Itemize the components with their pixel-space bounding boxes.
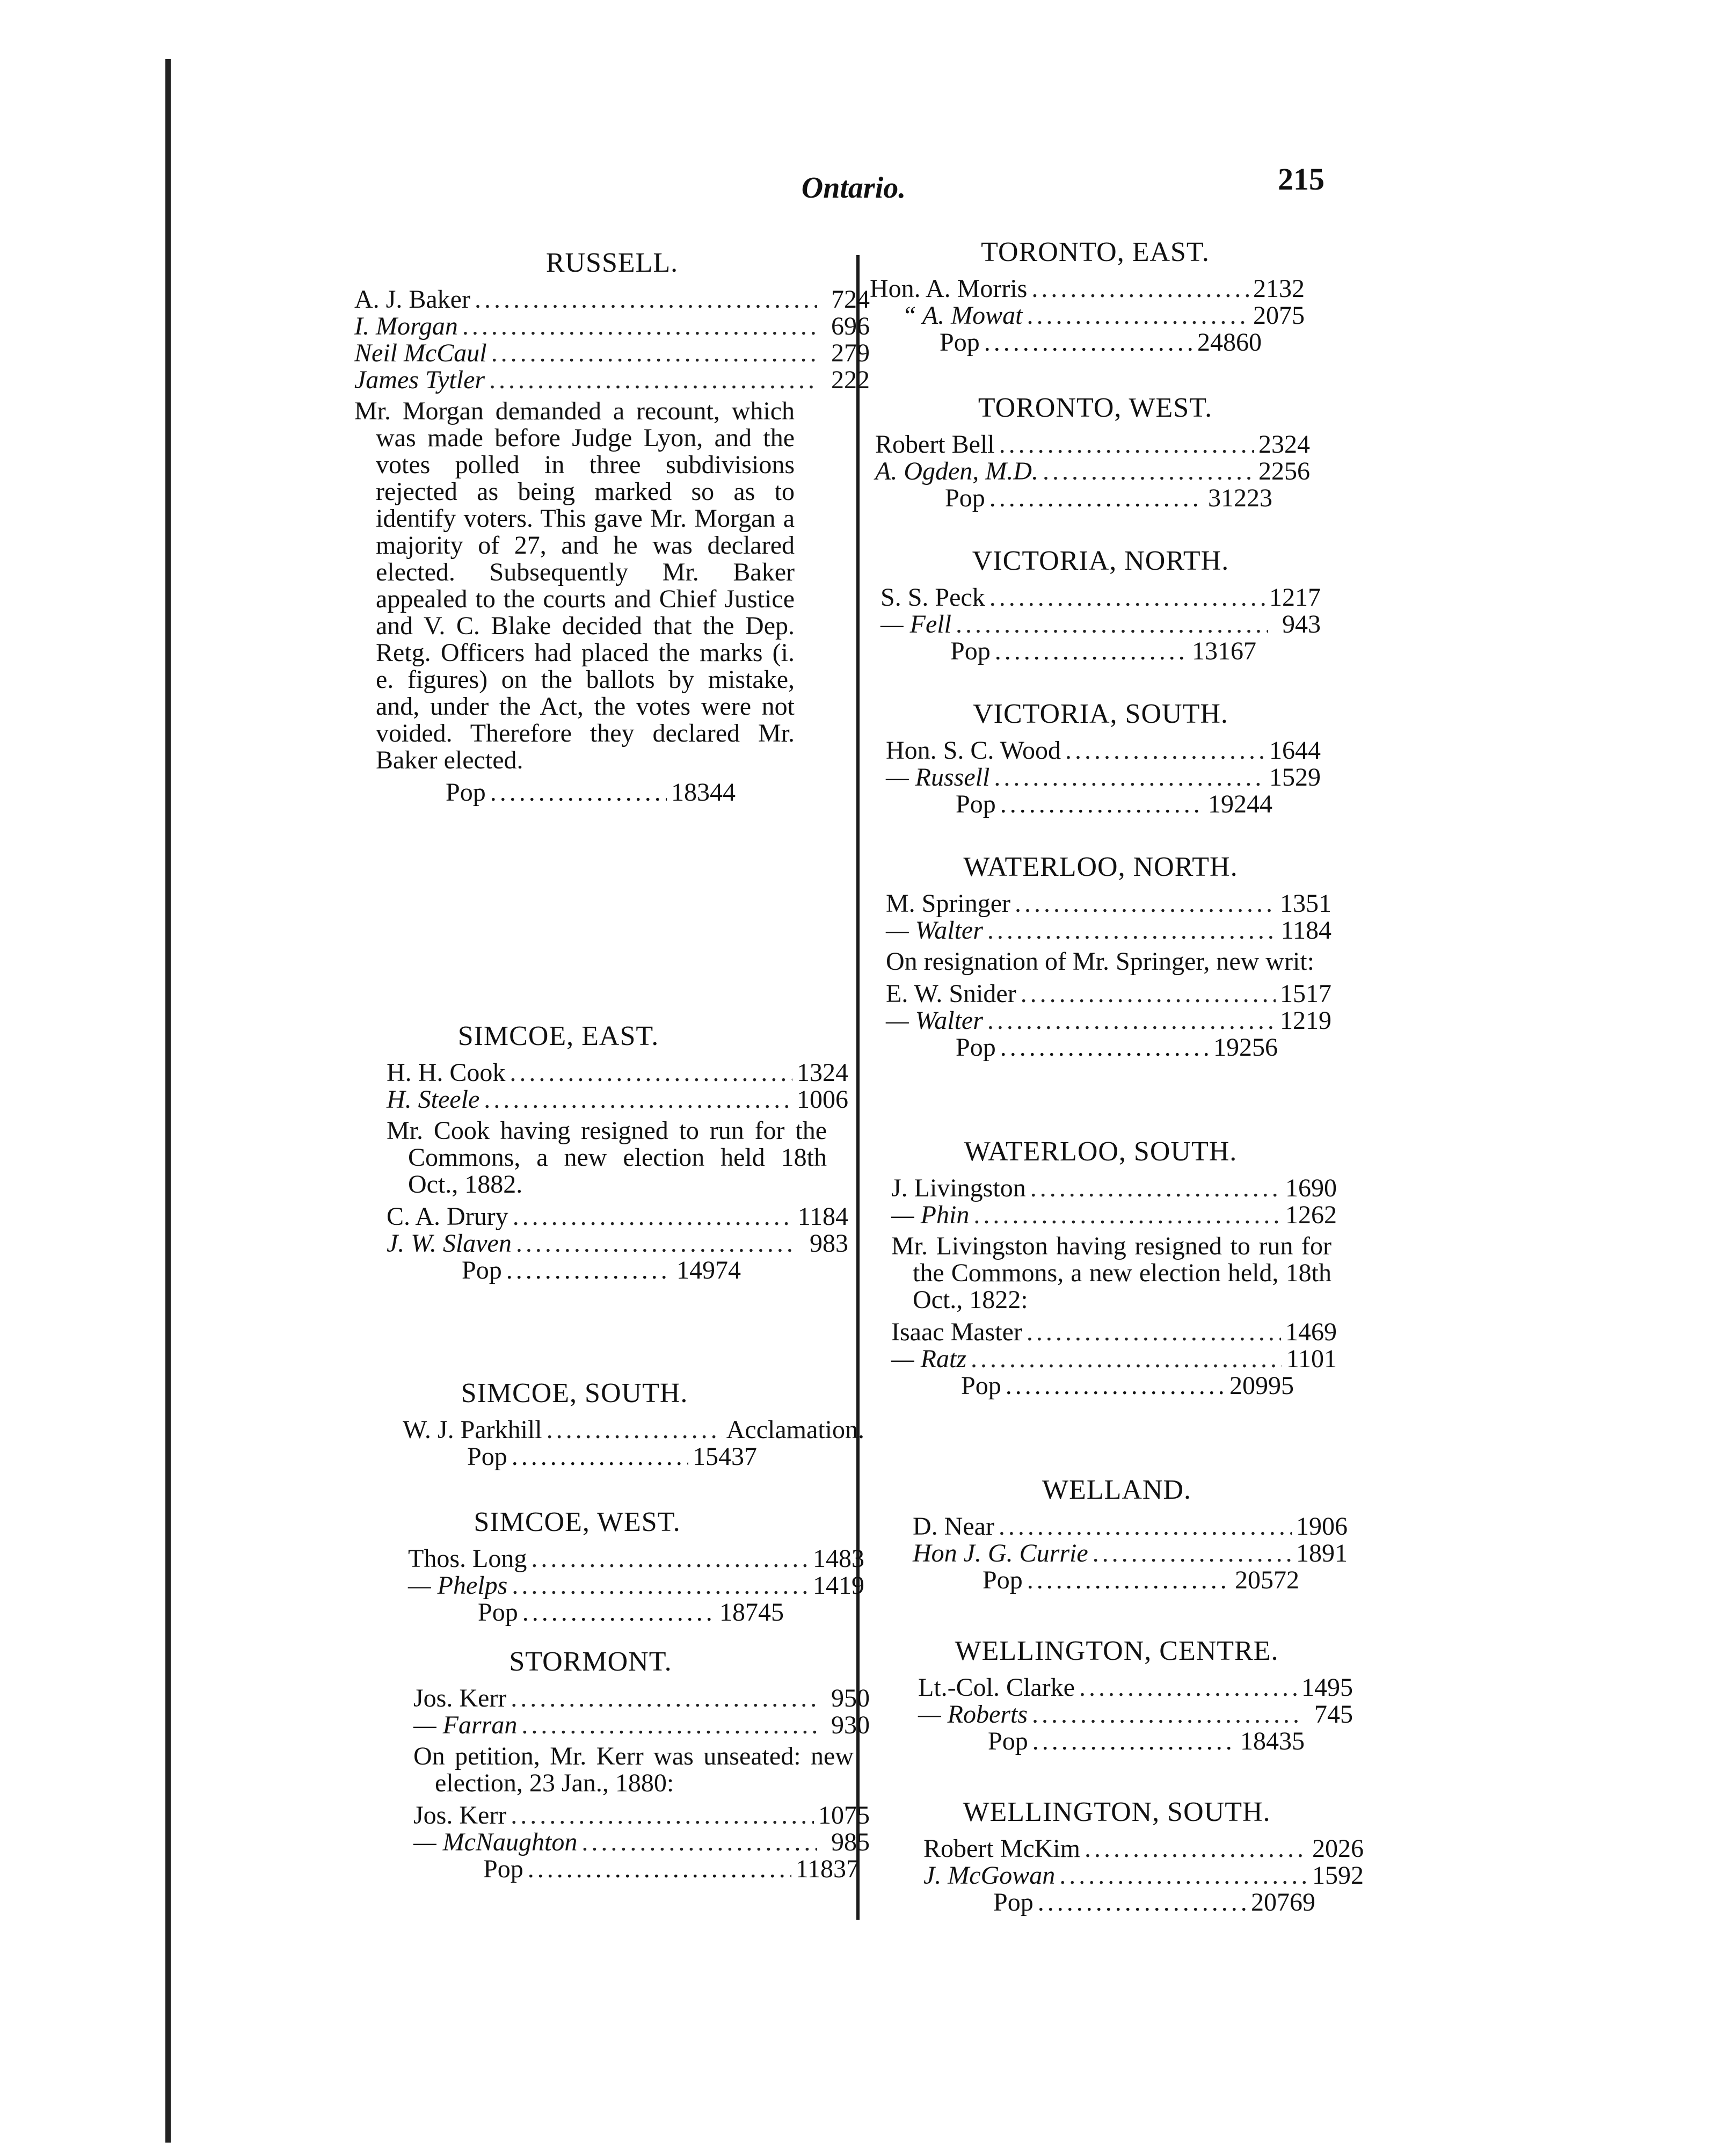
candidate-name: W. J. Parkhill (403, 1415, 542, 1444)
candidate-row (886, 1007, 1331, 1034)
candidate-row (387, 1230, 848, 1257)
candidate-name: — Phelps (408, 1571, 508, 1600)
leader-dots (506, 1257, 672, 1284)
leader-dots (512, 1443, 688, 1470)
leader-dots (995, 638, 1188, 665)
population-label: Pop (983, 1566, 1023, 1594)
candidate-row (354, 340, 870, 367)
section-stormont (354, 1643, 870, 1883)
constituency-heading: WELLINGTON, SOUTH. (963, 1797, 1271, 1827)
population-row (993, 1889, 1315, 1916)
candidate-row (870, 275, 1305, 302)
population-value: 11837 (795, 1855, 859, 1883)
section-waterloo-north (864, 848, 1380, 1061)
candidate-name: M. Springer (886, 889, 1010, 918)
candidate-row (886, 917, 1331, 944)
candidate-list (354, 1685, 870, 1883)
vote-count: 1219 (1280, 1006, 1331, 1035)
candidate-name: D. Near (913, 1512, 994, 1541)
candidate-name: Neil McCaul (354, 339, 487, 367)
leader-dots (994, 764, 1265, 791)
leader-dots (490, 779, 667, 806)
election-note: Mr. Morgan demanded a recount, which was made before Judge Lyon, and the votes polled in three subdivisions rejected as being marked so as to identify voters. This gave Mr. Morgan a majority of 27, and he was declared elected. Subsequently Mr. Baker appealed to the courts and Chief Justice and V. C. Blake decided that the Dep. Retg. Officers had placed the marks (i. e. figures) on the ballots by mistake, and, under the Act, the votes were not voided. Therefore they declared Mr. Baker elected. (354, 397, 795, 774)
leader-dots (1085, 1835, 1308, 1862)
vote-count: 2026 (1312, 1834, 1364, 1863)
vote-count: 2132 (1253, 274, 1305, 303)
vote-count: Acclamation. (726, 1415, 864, 1444)
candidate-row (413, 1829, 870, 1856)
constituency-heading: WELLAND. (1042, 1475, 1192, 1505)
candidate-row (880, 584, 1321, 611)
candidate-name: Hon J. G. Currie (913, 1539, 1088, 1567)
candidate-row (413, 1712, 870, 1739)
population-label: Pop (945, 484, 985, 512)
population-value: 13167 (1192, 637, 1256, 665)
constituency-heading: SIMCOE, EAST. (457, 1021, 659, 1051)
candidate-name: Hon. S. C. Wood (886, 736, 1061, 765)
candidate-list (864, 890, 1331, 1061)
candidate-name: Isaac Master (891, 1318, 1022, 1346)
candidate-list (864, 1674, 1353, 1755)
population-label: Pop (446, 778, 486, 807)
candidate-row (886, 890, 1331, 917)
candidate-name: — Russell (886, 763, 990, 792)
candidate-name: Thos. Long (408, 1544, 527, 1573)
candidate-row (886, 764, 1321, 791)
constituency-heading: WATERLOO, SOUTH. (964, 1136, 1238, 1167)
vote-count: 2324 (1258, 430, 1310, 459)
section-waterloo-south (864, 1133, 1380, 1399)
vote-count: 1075 (818, 1801, 870, 1830)
candidate-row (891, 1202, 1337, 1229)
vote-count: 1469 (1285, 1318, 1337, 1346)
leader-dots (491, 340, 817, 367)
population-value: 18435 (1240, 1727, 1305, 1755)
leader-dots (1021, 981, 1276, 1007)
vote-count: 1592 (1312, 1861, 1364, 1890)
candidate-row (918, 1701, 1353, 1728)
candidate-name: J. McGowan (923, 1861, 1056, 1890)
vote-count: 724 (831, 285, 870, 314)
leader-dots (581, 1829, 817, 1856)
candidate-name: — Walter (886, 1006, 983, 1035)
population-label: Pop (993, 1888, 1034, 1917)
vote-count: 745 (1314, 1700, 1353, 1729)
candidate-row (354, 286, 870, 313)
vote-count: 1184 (797, 1202, 848, 1231)
population-value: 18344 (671, 778, 736, 807)
leader-dots (989, 584, 1265, 611)
candidate-name: A. J. Baker (354, 285, 470, 314)
population-label: Pop (940, 328, 980, 357)
vote-count: 1891 (1296, 1539, 1348, 1567)
election-note: Mr. Livingston having resigned to run for the Commons, a new election held, 18th Oct., 1822: (891, 1232, 1331, 1314)
candidate-list (864, 1175, 1337, 1399)
population-value: 19244 (1208, 790, 1272, 818)
vote-count: 1006 (797, 1085, 848, 1114)
candidate-name: Robert Bell (875, 430, 995, 459)
leader-dots (522, 1599, 715, 1626)
candidate-row (886, 981, 1331, 1007)
candidate-list (864, 737, 1321, 818)
leader-dots (1027, 1319, 1281, 1346)
section-victoria-north (864, 542, 1380, 665)
leader-dots (1015, 890, 1276, 917)
candidate-row (886, 737, 1321, 764)
vote-count: 950 (831, 1684, 870, 1712)
leader-dots (1059, 1862, 1308, 1889)
candidate-name: E. W. Snider (886, 979, 1016, 1008)
candidate-row (918, 1674, 1353, 1701)
candidate-name: “ A. Mowat (902, 301, 1023, 330)
population-label: Pop (956, 790, 996, 818)
candidate-row (408, 1572, 864, 1599)
population-row (988, 1728, 1305, 1755)
candidate-name: — McNaughton (413, 1828, 578, 1856)
candidate-row (875, 458, 1310, 485)
leader-dots (511, 1685, 817, 1712)
vote-count: 2256 (1258, 457, 1310, 485)
candidate-list (864, 584, 1321, 665)
section-simcoe-south (354, 1375, 870, 1470)
population-label: Pop (988, 1727, 1028, 1755)
vote-count: 1906 (1296, 1512, 1348, 1541)
vote-count: 1217 (1269, 583, 1321, 612)
section-simcoe-west (354, 1504, 870, 1626)
vote-count: 1324 (797, 1058, 848, 1087)
population-row (462, 1257, 741, 1284)
candidate-row (413, 1685, 870, 1712)
candidate-name: A. Ogden, M.D. (875, 457, 1038, 485)
population-row (478, 1599, 784, 1626)
population-row (483, 1856, 859, 1883)
population-row (956, 1034, 1278, 1061)
candidate-row (913, 1513, 1348, 1540)
candidate-row (387, 1086, 848, 1113)
vote-count: 1262 (1285, 1201, 1337, 1229)
vote-count: 279 (831, 339, 870, 367)
candidate-name: J. Livingston (891, 1174, 1026, 1202)
candidate-row (891, 1319, 1337, 1346)
constituency-heading: SIMCOE, SOUTH. (461, 1378, 688, 1409)
candidate-row (354, 367, 870, 394)
leader-dots (989, 485, 1204, 512)
population-value: 31223 (1208, 484, 1272, 512)
population-label: Pop (462, 1256, 502, 1284)
candidate-list (864, 275, 1305, 356)
constituency-heading: TORONTO, EAST. (981, 237, 1210, 267)
leader-dots (489, 367, 817, 394)
page-number: 215 (1278, 162, 1325, 197)
leader-dots (987, 1007, 1276, 1034)
candidate-row (923, 1835, 1364, 1862)
vote-count: 1101 (1286, 1345, 1337, 1373)
constituency-heading: RUSSELL. (545, 248, 679, 278)
leader-dots (956, 611, 1268, 638)
constituency-heading: VICTORIA, NORTH. (972, 546, 1229, 576)
population-value: 20995 (1229, 1371, 1294, 1400)
section-toronto-east (864, 234, 1380, 356)
population-label: Pop (483, 1855, 523, 1883)
population-value: 14974 (676, 1256, 741, 1284)
section-simcoe-east (354, 1018, 870, 1284)
population-value: 18745 (719, 1598, 784, 1627)
candidate-list (864, 431, 1310, 512)
candidate-name: C. A. Drury (387, 1202, 508, 1231)
vote-count: 983 (810, 1229, 848, 1258)
leader-dots (1043, 458, 1254, 485)
leader-dots (1031, 275, 1249, 302)
candidate-row (403, 1417, 864, 1443)
leader-dots (512, 1572, 809, 1599)
candidate-row (923, 1862, 1364, 1889)
leader-dots (973, 1202, 1281, 1229)
population-label: Pop (950, 637, 991, 665)
population-label: Pop (961, 1371, 1001, 1400)
vote-count: 696 (831, 312, 870, 340)
leader-dots (999, 431, 1254, 458)
candidate-name: J. W. Slaven (387, 1229, 512, 1258)
section-wellington-centre (864, 1632, 1380, 1755)
vote-count: 1690 (1285, 1174, 1337, 1202)
vote-count: 943 (1282, 610, 1321, 638)
candidate-name: H. H. Cook (387, 1058, 506, 1087)
vote-count: 1419 (813, 1571, 864, 1600)
candidate-name: Jos. Kerr (413, 1684, 507, 1712)
leader-dots (511, 1802, 814, 1829)
leader-dots (484, 1086, 792, 1113)
leader-dots (462, 313, 817, 340)
constituency-heading: VICTORIA, SOUTH. (973, 699, 1228, 729)
leader-dots (475, 286, 817, 313)
population-value: 15437 (693, 1442, 757, 1471)
candidate-list (354, 1417, 864, 1470)
leader-dots (1006, 1373, 1225, 1399)
candidate-name: Robert McKim (923, 1834, 1080, 1863)
section-wellington-south (864, 1794, 1380, 1916)
leader-dots (1079, 1674, 1297, 1701)
vote-count: 1495 (1301, 1673, 1353, 1702)
section-victoria-south (864, 695, 1380, 818)
candidate-row (387, 1059, 848, 1086)
section-russell (354, 244, 870, 806)
population-value: 20572 (1235, 1566, 1299, 1594)
population-row (446, 779, 736, 806)
vote-count: 1644 (1269, 736, 1321, 765)
leader-dots (513, 1203, 794, 1230)
leader-dots (1032, 1728, 1236, 1755)
population-row (945, 485, 1272, 512)
vote-count: 930 (831, 1711, 870, 1739)
constituency-heading: WELLINGTON, CENTRE. (955, 1636, 1279, 1666)
candidate-name: Jos. Kerr (413, 1801, 507, 1830)
leader-dots (999, 1513, 1292, 1540)
population-value: 20769 (1251, 1888, 1315, 1917)
population-value: 19256 (1213, 1033, 1278, 1062)
constituency-heading: WATERLOO, NORTH. (963, 852, 1238, 882)
population-row (940, 329, 1262, 356)
candidate-name: Hon. A. Morris (870, 274, 1028, 303)
leader-dots (1027, 1567, 1231, 1594)
candidate-name: — Phin (891, 1201, 970, 1229)
population-label: Pop (467, 1442, 507, 1471)
candidate-list (864, 1835, 1364, 1916)
candidate-row (354, 313, 870, 340)
population-row (983, 1567, 1299, 1594)
candidate-row (913, 1540, 1348, 1567)
leader-dots (971, 1346, 1282, 1373)
population-row (961, 1373, 1294, 1399)
candidate-name: — Roberts (918, 1700, 1028, 1729)
section-toronto-west (864, 389, 1380, 512)
leader-dots (984, 329, 1193, 356)
candidate-list (354, 1545, 864, 1626)
leader-dots (1030, 1175, 1281, 1202)
candidate-row (870, 302, 1305, 329)
candidate-name: — Walter (886, 916, 983, 945)
candidate-name: S. S. Peck (880, 583, 985, 612)
candidate-row (387, 1203, 848, 1230)
candidate-row (891, 1346, 1337, 1373)
candidate-name: Lt.-Col. Clarke (918, 1673, 1075, 1702)
candidate-row (875, 431, 1310, 458)
leader-dots (528, 1856, 791, 1883)
leader-dots (1032, 1701, 1300, 1728)
election-note: On petition, Mr. Kerr was unseated: new election, 23 Jan., 1880: (413, 1742, 854, 1797)
vote-count: 1184 (1280, 916, 1331, 945)
candidate-name: I. Morgan (354, 312, 458, 340)
population-row (956, 791, 1272, 818)
leader-dots (531, 1545, 809, 1572)
population-row (467, 1443, 757, 1470)
population-row (950, 638, 1256, 665)
leader-dots (1000, 1034, 1209, 1061)
leader-dots (987, 917, 1277, 944)
candidate-name: — Fell (880, 610, 951, 638)
candidate-name: — Farran (413, 1711, 518, 1739)
candidate-list (354, 1059, 848, 1284)
leader-dots (547, 1417, 722, 1443)
candidate-row (891, 1175, 1337, 1202)
constituency-heading: TORONTO, WEST. (978, 393, 1213, 423)
vote-count: 1517 (1280, 979, 1331, 1008)
vote-count: 2075 (1253, 301, 1305, 330)
leader-dots (516, 1230, 796, 1257)
population-label: Pop (956, 1033, 996, 1062)
candidate-name: James Tytler (354, 366, 485, 394)
binding-edge-line (165, 59, 171, 2143)
leader-dots (1000, 791, 1204, 818)
leader-dots (1027, 302, 1249, 329)
candidate-row (408, 1545, 864, 1572)
election-note: Mr. Cook having resigned to run for the Commons, a new election held 18th Oct., 1882. (387, 1116, 827, 1199)
vote-count: 1351 (1280, 889, 1331, 918)
leader-dots (1065, 737, 1265, 764)
population-value: 24860 (1197, 328, 1262, 357)
constituency-heading: STORMONT. (509, 1646, 672, 1677)
leader-dots (1038, 1889, 1247, 1916)
vote-count: 985 (831, 1828, 870, 1856)
candidate-list (864, 1513, 1348, 1594)
running-title: Ontario. (801, 171, 906, 205)
population-label: Pop (478, 1598, 518, 1627)
candidate-row (880, 611, 1321, 638)
election-note: On resignation of Mr. Springer, new writ: (886, 947, 1314, 976)
candidate-row (413, 1802, 870, 1829)
leader-dots (1093, 1540, 1292, 1567)
vote-count: 222 (831, 366, 870, 394)
candidate-name: H. Steele (387, 1085, 480, 1114)
leader-dots (521, 1712, 817, 1739)
candidate-name: — Ratz (891, 1345, 967, 1373)
constituency-heading: SIMCOE, WEST. (474, 1507, 681, 1537)
section-welland (864, 1471, 1380, 1594)
leader-dots (510, 1059, 792, 1086)
vote-count: 1483 (813, 1544, 864, 1573)
vote-count: 1529 (1269, 763, 1321, 792)
